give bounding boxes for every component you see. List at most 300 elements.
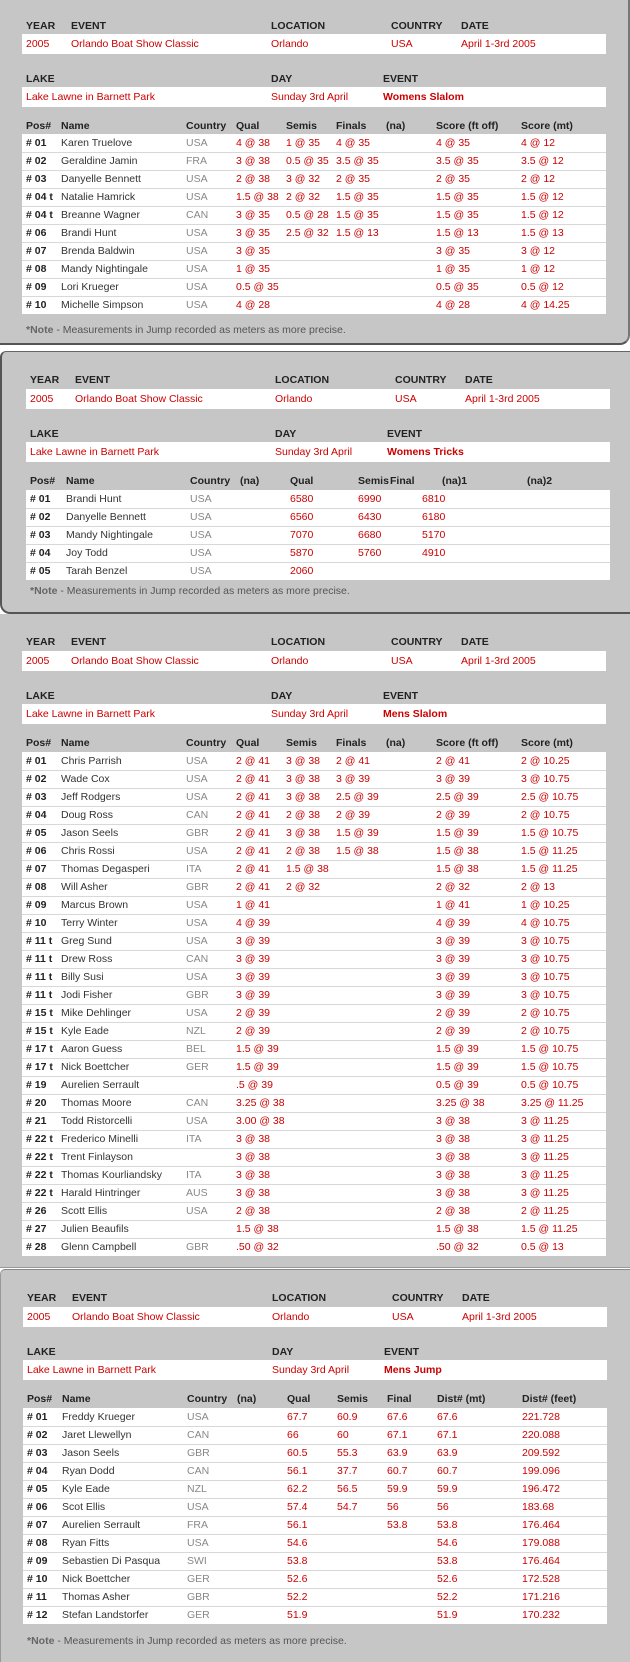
cell-name: Will Asher (61, 881, 108, 893)
cell-value: 3 @ 38 (286, 791, 321, 803)
info-year: 2005 (30, 393, 54, 405)
cell-pos: # 01 (26, 137, 47, 149)
table-row (22, 896, 606, 915)
cell-country: CAN (186, 209, 209, 221)
cell-value: 6560 (290, 511, 314, 523)
cell-value: 60 (337, 1429, 349, 1441)
cell-name: Terry Winter (61, 917, 118, 929)
cell-country: ITA (186, 1169, 202, 1181)
cell-pos: # 07 (26, 245, 47, 257)
cell-value: 2.5 @ 39 (336, 791, 379, 803)
info-day: Sunday 3rd April (272, 1364, 350, 1376)
cell-value: 5760 (358, 547, 382, 559)
cell-value: 3 @ 39 (436, 971, 471, 983)
column-header: Dist# (mt) (437, 1393, 486, 1405)
cell-pos: # 09 (26, 281, 47, 293)
cell-name: Stefan Landstorfer (62, 1609, 149, 1621)
cell-value: 3.00 @ 38 (236, 1115, 285, 1127)
label-lake: LAKE (26, 73, 55, 85)
cell-country: GER (187, 1609, 210, 1621)
cell-value: 56.5 (337, 1483, 358, 1495)
cell-country: FRA (186, 155, 207, 167)
cell-pos: # 17 t (26, 1043, 53, 1055)
cell-value: 52.2 (287, 1591, 308, 1603)
cell-pos: # 01 (30, 493, 51, 505)
results-table (26, 490, 610, 580)
cell-value: .50 @ 32 (236, 1241, 279, 1253)
cell-pos: # 19 (26, 1079, 47, 1091)
cell-value: 2 @ 41 (236, 863, 271, 875)
column-header: (na)1 (442, 475, 468, 487)
label-country: COUNTRY (392, 1292, 444, 1304)
cell-value: 53.8 (437, 1519, 458, 1531)
column-header: Dist# (feet) (522, 1393, 577, 1405)
table-row (22, 260, 606, 279)
column-header: Name (66, 475, 95, 487)
cell-name: Kyle Eade (62, 1483, 110, 1495)
cell-value: 3 @ 38 (286, 755, 321, 767)
cell-name: Thomas Degasperi (61, 863, 150, 875)
cell-name: Sebastien Di Pasqua (62, 1555, 161, 1567)
cell-name: Wade Cox (61, 773, 110, 785)
column-header: (na)2 (527, 475, 553, 487)
label-event-2: EVENT (383, 690, 419, 702)
cell-name: Aaron Guess (61, 1043, 123, 1055)
cell-value: 2060 (290, 565, 314, 577)
cell-pos: # 03 (26, 173, 47, 185)
cell-value: 3 @ 39 (436, 773, 471, 785)
cell-value: 6680 (358, 529, 382, 541)
cell-value: 2 @ 38 (436, 1205, 471, 1217)
table-row (22, 1130, 606, 1149)
info-lake: Lake Lawne in Barnett Park (26, 708, 155, 720)
cell-value: 3 @ 38 (436, 1115, 471, 1127)
cell-value: 3 @ 10.75 (521, 989, 570, 1001)
info-location: Orlando (275, 393, 313, 405)
cell-pos: # 04 (27, 1465, 48, 1477)
cell-value: 37.7 (337, 1465, 358, 1477)
cell-country: SWI (187, 1555, 207, 1567)
cell-value: 52.6 (287, 1573, 308, 1585)
results-panel-1 (0, 0, 630, 345)
cell-pos: # 26 (26, 1205, 47, 1217)
label-event: EVENT (75, 374, 111, 386)
label-year: YEAR (30, 374, 60, 386)
table-row (23, 1552, 607, 1571)
cell-value: 4 @ 14.25 (521, 299, 570, 311)
column-header: Score (mt) (521, 737, 573, 749)
label-location: LOCATION (275, 374, 330, 386)
cell-value: 63.9 (437, 1447, 458, 1459)
cell-value: 2 @ 41 (236, 845, 271, 857)
cell-value: 2 @ 10.75 (521, 1007, 570, 1019)
cell-value: 2 @ 38 (236, 173, 271, 185)
cell-name: Scott Ellis (61, 1205, 108, 1217)
cell-value: 67.1 (437, 1429, 458, 1441)
label-country: COUNTRY (395, 374, 447, 386)
cell-name: Julien Beaufils (61, 1223, 129, 1235)
cell-value: 2 @ 39 (436, 1007, 471, 1019)
table-row (23, 1462, 607, 1481)
cell-value: 2 @ 32 (436, 881, 471, 893)
cell-country: USA (186, 137, 208, 149)
cell-value: 3.5 @ 12 (521, 155, 564, 167)
cell-value: 67.7 (287, 1411, 308, 1423)
label-event-2: EVENT (383, 73, 419, 85)
table-row (22, 1238, 606, 1256)
cell-country: USA (186, 935, 208, 947)
cell-value: 67.1 (387, 1429, 408, 1441)
table-row (26, 526, 610, 545)
table-row (22, 968, 606, 987)
cell-value: 3 @ 39 (336, 773, 371, 785)
cell-value: 2 @ 10.75 (521, 1025, 570, 1037)
cell-name: Mandy Nightingale (66, 529, 153, 541)
cell-name: Jason Seels (62, 1447, 120, 1459)
cell-name: Nick Boettcher (61, 1061, 130, 1073)
label-location: LOCATION (271, 20, 326, 32)
cell-country: USA (186, 263, 208, 275)
cell-value: 3 @ 38 (236, 1187, 271, 1199)
cell-country: GBR (186, 989, 209, 1001)
cell-value: 1.5 @ 39 (236, 1061, 279, 1073)
results-table (23, 1408, 607, 1624)
column-header: Qual (290, 475, 314, 487)
cell-value: 2 @ 13 (521, 881, 556, 893)
column-header: Semis (358, 475, 389, 487)
cell-value: 2 @ 35 (336, 173, 371, 185)
cell-value: 2.5 @ 39 (436, 791, 479, 803)
table-row (26, 490, 610, 509)
cell-name: Michelle Simpson (61, 299, 144, 311)
cell-value: 1.5 @ 11.25 (521, 863, 578, 875)
cell-country: BEL (186, 1043, 206, 1055)
cell-pos: # 21 (26, 1115, 47, 1127)
cell-country: CAN (187, 1465, 210, 1477)
label-location: LOCATION (272, 1292, 327, 1304)
cell-value: 3 @ 39 (436, 935, 471, 947)
label-country: COUNTRY (391, 636, 443, 648)
table-row (22, 1022, 606, 1041)
cell-value: 2 @ 41 (236, 791, 271, 803)
cell-value: 1 @ 35 (436, 263, 471, 275)
cell-value: 1 @ 41 (236, 899, 271, 911)
cell-value: 1.5 @ 38 (436, 845, 479, 857)
cell-pos: # 02 (30, 511, 51, 523)
cell-value: 7070 (290, 529, 314, 541)
column-header: Pos# (26, 737, 52, 749)
cell-value: 3 @ 38 (436, 1187, 471, 1199)
cell-pos: # 07 (26, 863, 47, 875)
cell-value: 6430 (358, 511, 382, 523)
cell-name: Mike Dehlinger (61, 1007, 132, 1019)
cell-value: 66 (287, 1429, 299, 1441)
cell-name: Joy Todd (66, 547, 108, 559)
cell-value: 67.6 (437, 1411, 458, 1423)
event-name: Mens Slalom (383, 708, 448, 720)
info-year: 2005 (26, 655, 50, 667)
info-date: April 1-3rd 2005 (461, 38, 536, 50)
column-header: Finals (336, 737, 367, 749)
footnote-text: - Measurements in Jump recorded as meters as more precise. (54, 1635, 347, 1647)
cell-country: USA (186, 1115, 208, 1127)
table-row (22, 1202, 606, 1221)
table-row (22, 242, 606, 261)
cell-value: 6180 (422, 511, 446, 523)
cell-value: 3 @ 32 (286, 173, 321, 185)
cell-value: 2 @ 10.75 (521, 809, 570, 821)
cell-country: USA (186, 971, 208, 983)
info-date: April 1-3rd 2005 (461, 655, 536, 667)
label-location: LOCATION (271, 636, 326, 648)
cell-country: USA (186, 1205, 208, 1217)
cell-value: 3.5 @ 35 (436, 155, 479, 167)
cell-name: Freddy Krueger (62, 1411, 135, 1423)
cell-value: 2.5 @ 32 (286, 227, 329, 239)
cell-value: 0.5 @ 35 (436, 281, 479, 293)
event-name: Womens Slalom (383, 91, 464, 103)
cell-value: 54.6 (437, 1537, 458, 1549)
column-header: Score (ft off) (436, 737, 499, 749)
cell-value: 3 @ 11.25 (521, 1115, 569, 1127)
cell-value: 4 @ 39 (236, 917, 271, 929)
cell-name: Marcus Brown (61, 899, 129, 911)
cell-value: 1.5 @ 38 (236, 1223, 279, 1235)
cell-pos: # 17 t (26, 1061, 53, 1073)
cell-country: USA (186, 917, 208, 929)
cell-value: 2 @ 41 (336, 755, 371, 767)
footnote-label: *Note (27, 1635, 55, 1647)
cell-value: 1.5 @ 39 (236, 1043, 279, 1055)
cell-pos: # 20 (26, 1097, 47, 1109)
cell-country: GER (186, 1061, 209, 1073)
cell-value: 1.5 @ 11.25 (521, 845, 578, 857)
cell-value: 4 @ 28 (436, 299, 471, 311)
cell-pos: # 22 t (26, 1133, 53, 1145)
cell-value: 52.6 (437, 1573, 458, 1585)
cell-pos: # 04 (26, 809, 47, 821)
cell-pos: # 06 (26, 227, 47, 239)
cell-name: Greg Sund (61, 935, 112, 947)
cell-pos: # 04 (30, 547, 51, 559)
cell-value: 176.464 (522, 1555, 560, 1567)
cell-name: Tarah Benzel (66, 565, 128, 577)
table-row (23, 1588, 607, 1607)
cell-value: 1.5 @ 11.25 (521, 1223, 578, 1235)
info-day: Sunday 3rd April (271, 708, 349, 720)
column-header: Pos# (27, 1393, 53, 1405)
cell-value: 67.6 (387, 1411, 408, 1423)
cell-name: Danyelle Bennett (66, 511, 146, 523)
cell-name: Scot Ellis (62, 1501, 106, 1513)
cell-name: Karen Truelove (61, 137, 133, 149)
cell-value: 220.088 (522, 1429, 560, 1441)
cell-country: USA (186, 299, 208, 311)
cell-value: 3 @ 10.75 (521, 971, 570, 983)
column-header: (na) (386, 737, 406, 749)
cell-country: USA (186, 791, 208, 803)
label-day: DAY (275, 428, 297, 440)
cell-value: 4 @ 28 (236, 299, 271, 311)
cell-country: CAN (186, 1097, 209, 1109)
cell-value: 2 @ 41 (236, 881, 271, 893)
cell-country: USA (186, 1007, 208, 1019)
cell-value: 1.5 @ 10.75 (521, 827, 579, 839)
cell-value: 3 @ 35 (236, 209, 271, 221)
cell-pos: # 10 (26, 299, 47, 311)
cell-value: 176.464 (522, 1519, 560, 1531)
cell-value: 183.68 (522, 1501, 555, 1513)
footnote (26, 324, 346, 336)
column-header: Country (190, 475, 231, 487)
cell-value: 0.5 @ 35 (286, 155, 329, 167)
cell-name: Jodi Fisher (61, 989, 113, 1001)
cell-value: 1 @ 41 (436, 899, 471, 911)
info-event: Orlando Boat Show Classic (72, 1311, 200, 1323)
label-event: EVENT (72, 1292, 108, 1304)
cell-value: 3 @ 10.75 (521, 935, 570, 947)
cell-value: 1.5 @ 13 (336, 227, 379, 239)
cell-value: 1.5 @ 39 (436, 1061, 479, 1073)
table-row (22, 770, 606, 789)
table-row (22, 1220, 606, 1239)
cell-value: 5870 (290, 547, 314, 559)
table-row (22, 224, 606, 243)
cell-value: 57.4 (287, 1501, 308, 1513)
cell-name: Chris Rossi (61, 845, 115, 857)
results-panel-4 (0, 1269, 630, 1662)
cell-country: USA (187, 1537, 209, 1549)
cell-pos: # 11 t (26, 935, 53, 947)
table-row (26, 562, 610, 580)
cell-value: 5170 (422, 529, 446, 541)
cell-value: 1.5 @ 13 (436, 227, 479, 239)
cell-value: 2 @ 38 (236, 1205, 271, 1217)
info-day: Sunday 3rd April (275, 446, 353, 458)
cell-country: USA (186, 773, 208, 785)
table-row (22, 1112, 606, 1131)
footnote-label: *Note (26, 324, 54, 336)
table-row (23, 1444, 607, 1463)
table-row (22, 1094, 606, 1113)
cell-name: Natalie Hamrick (61, 191, 136, 203)
cell-name: Thomas Asher (62, 1591, 130, 1603)
cell-pos: # 02 (26, 773, 47, 785)
info-location: Orlando (271, 655, 309, 667)
cell-value: 2 @ 32 (286, 191, 321, 203)
results-panel-3 (0, 614, 630, 1268)
table-row (22, 152, 606, 171)
cell-name: Brenda Baldwin (61, 245, 135, 257)
table-row (23, 1534, 607, 1553)
cell-name: Frederico Minelli (61, 1133, 139, 1145)
cell-pos: # 04 t (26, 191, 53, 203)
column-header: Score (mt) (521, 120, 573, 132)
cell-value: 2 @ 35 (436, 173, 471, 185)
table-row (26, 508, 610, 527)
cell-name: Geraldine Jamin (61, 155, 138, 167)
cell-name: Todd Ristorcelli (61, 1115, 133, 1127)
cell-value: 3 @ 38 (286, 827, 321, 839)
cell-value: 3 @ 39 (236, 953, 271, 965)
column-header: Pos# (26, 120, 52, 132)
cell-value: 3 @ 11.25 (521, 1187, 569, 1199)
label-date: DATE (461, 20, 489, 32)
cell-value: 3 @ 35 (236, 227, 271, 239)
cell-pos: # 06 (26, 845, 47, 857)
cell-value: 0.5 @ 39 (436, 1079, 479, 1091)
cell-value: 1.5 @ 35 (436, 209, 479, 221)
cell-value: 1 @ 35 (236, 263, 271, 275)
cell-name: Jason Seels (61, 827, 119, 839)
cell-pos: # 05 (27, 1483, 48, 1495)
cell-country: USA (186, 191, 208, 203)
cell-value: 3.25 @ 11.25 (521, 1097, 584, 1109)
results-table (22, 752, 606, 1256)
label-lake: LAKE (30, 428, 59, 440)
table-row (22, 1076, 606, 1095)
cell-value: 3 @ 38 (436, 1133, 471, 1145)
cell-value: 3 @ 10.75 (521, 773, 570, 785)
cell-country: GBR (186, 1241, 209, 1253)
cell-value: .50 @ 32 (436, 1241, 479, 1253)
cell-value: 0.5 @ 10.75 (521, 1079, 579, 1091)
cell-country: USA (186, 281, 208, 293)
cell-value: 2 @ 38 (286, 845, 321, 857)
cell-name: Drew Ross (61, 953, 113, 965)
event-name: Womens Tricks (387, 446, 464, 458)
column-header: Name (61, 120, 90, 132)
table-row (23, 1498, 607, 1517)
cell-value: 3 @ 10.75 (521, 953, 570, 965)
column-header: Final (387, 1393, 412, 1405)
info-country: USA (391, 655, 413, 667)
cell-value: 171.216 (522, 1591, 560, 1603)
cell-country: USA (186, 845, 208, 857)
cell-country: GBR (186, 827, 209, 839)
cell-value: 53.8 (387, 1519, 408, 1531)
cell-value: 3 @ 11.25 (521, 1133, 569, 1145)
cell-value: 3 @ 39 (236, 935, 271, 947)
cell-pos: # 09 (26, 899, 47, 911)
column-header: (na) (237, 1393, 257, 1405)
cell-value: 3 @ 38 (236, 155, 271, 167)
cell-value: 2 @ 39 (336, 809, 371, 821)
cell-value: 2 @ 41 (236, 755, 271, 767)
info-location: Orlando (272, 1311, 310, 1323)
cell-value: 56.1 (287, 1465, 308, 1477)
cell-value: 4 @ 39 (436, 917, 471, 929)
cell-pos: # 05 (30, 565, 51, 577)
cell-pos: # 08 (26, 263, 47, 275)
cell-value: 56 (437, 1501, 449, 1513)
cell-value: 3 @ 35 (236, 245, 271, 257)
cell-value: 1.5 @ 12 (521, 191, 564, 203)
cell-pos: # 09 (27, 1555, 48, 1567)
label-lake: LAKE (27, 1346, 56, 1358)
cell-value: 1.5 @ 38 (286, 863, 329, 875)
cell-value: 2 @ 12 (521, 173, 556, 185)
cell-value: 3 @ 38 (236, 1133, 271, 1145)
cell-country: USA (187, 1411, 209, 1423)
table-row (23, 1426, 607, 1445)
cell-value: 199.096 (522, 1465, 560, 1477)
info-event: Orlando Boat Show Classic (71, 655, 199, 667)
cell-name: Trent Finlayson (61, 1151, 133, 1163)
cell-value: 3 @ 11.25 (521, 1151, 569, 1163)
cell-value: 2 @ 39 (236, 1025, 271, 1037)
label-date: DATE (461, 636, 489, 648)
